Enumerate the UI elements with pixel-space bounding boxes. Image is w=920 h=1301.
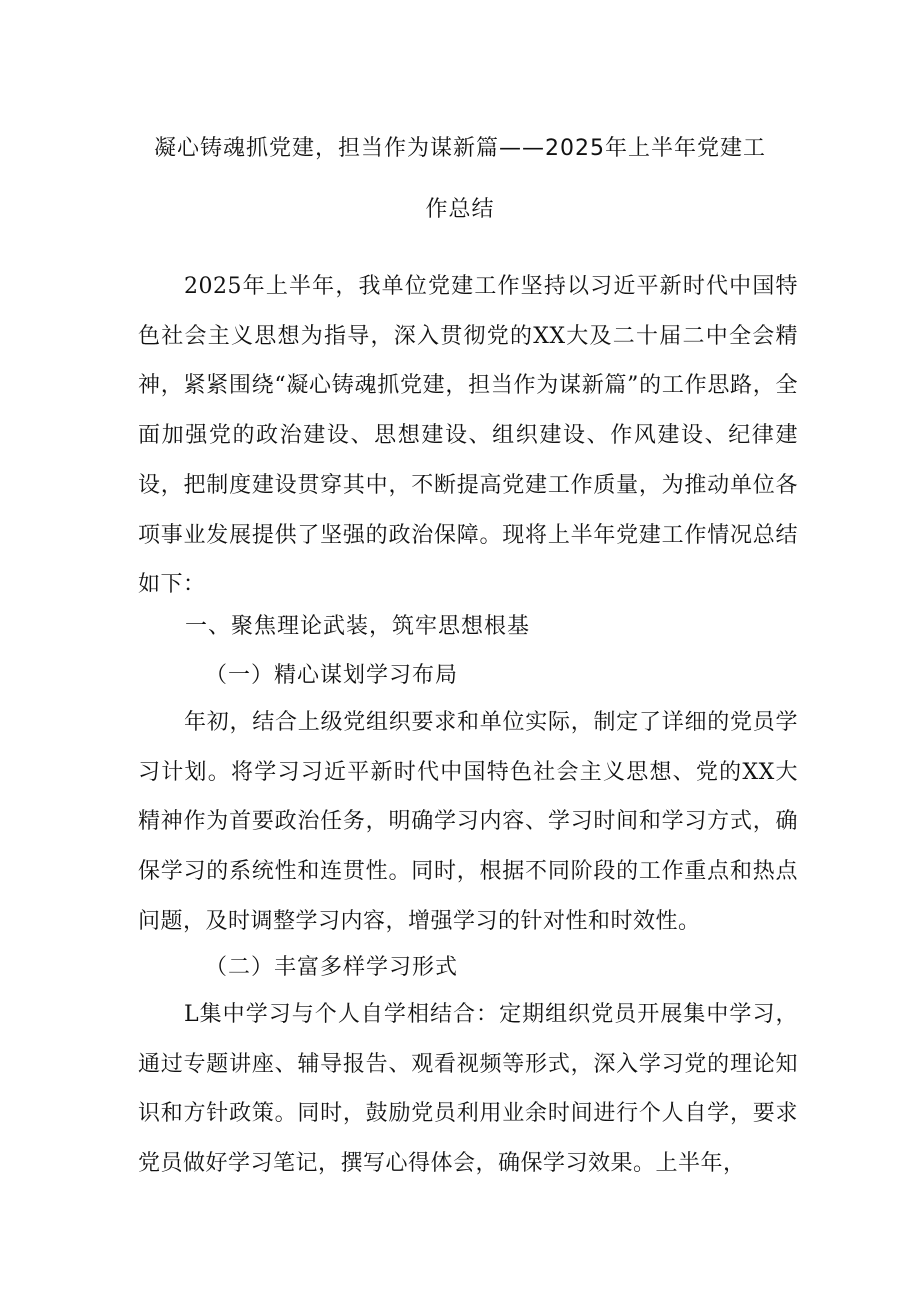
intro-paragraph: 2025年上半年，我单位党建工作坚持以习近平新时代中国特色社会主义思想为指导，深入贯彻党的XX大及二十届二中全会精神，紧紧围绕“凝心铸魂抓党建，担当作为谋新篇”的工作思路，全面加强党的政治建设、思想建设、组织建设、作风建设、纪律建设，把制度建设贯穿其中，不断提高党建工作质量，为推动单位各项事业发展提供了坚强的政治保障。现将上半年党建工作情况总结如下： — [138, 274, 798, 598]
subsection-1-heading: （一）精心谋划学习布局 — [205, 663, 459, 688]
document-title-line-1: 凝心铸魂抓党建，担当作为谋新篇——2025年上半年党建工 — [154, 136, 766, 161]
subsection-2-heading: （二）丰富多样学习形式 — [205, 955, 459, 980]
subsection-2-paragraph: L集中学习与个人自学相结合：定期组织党员开展集中学习，通过专题讲座、辅导报告、观看视频等形式，深入学习党的理论知识和方针政策。同时，鼓励党员利用业余时间进行个人自学，要求党员做好学习笔记，撰写心得体会，确保学习效果。上半年， — [138, 1002, 798, 1177]
document-title-line-2: 作总结 — [425, 197, 495, 222]
section-1-heading: 一、聚焦理论武装，筑牢思想根基 — [185, 614, 531, 639]
subsection-1-paragraph: 年初，结合上级党组织要求和单位实际，制定了详细的党员学习计划。将学习习近平新时代中国特色社会主义思想、党的XX大精神作为首要政治任务，明确学习内容、学习时间和学习方式，确保学习的系统性和连贯性。同时，根据不同阶段的工作重点和热点问题，及时调整学习内容，增强学习的针对性和时效性。 — [138, 710, 798, 934]
